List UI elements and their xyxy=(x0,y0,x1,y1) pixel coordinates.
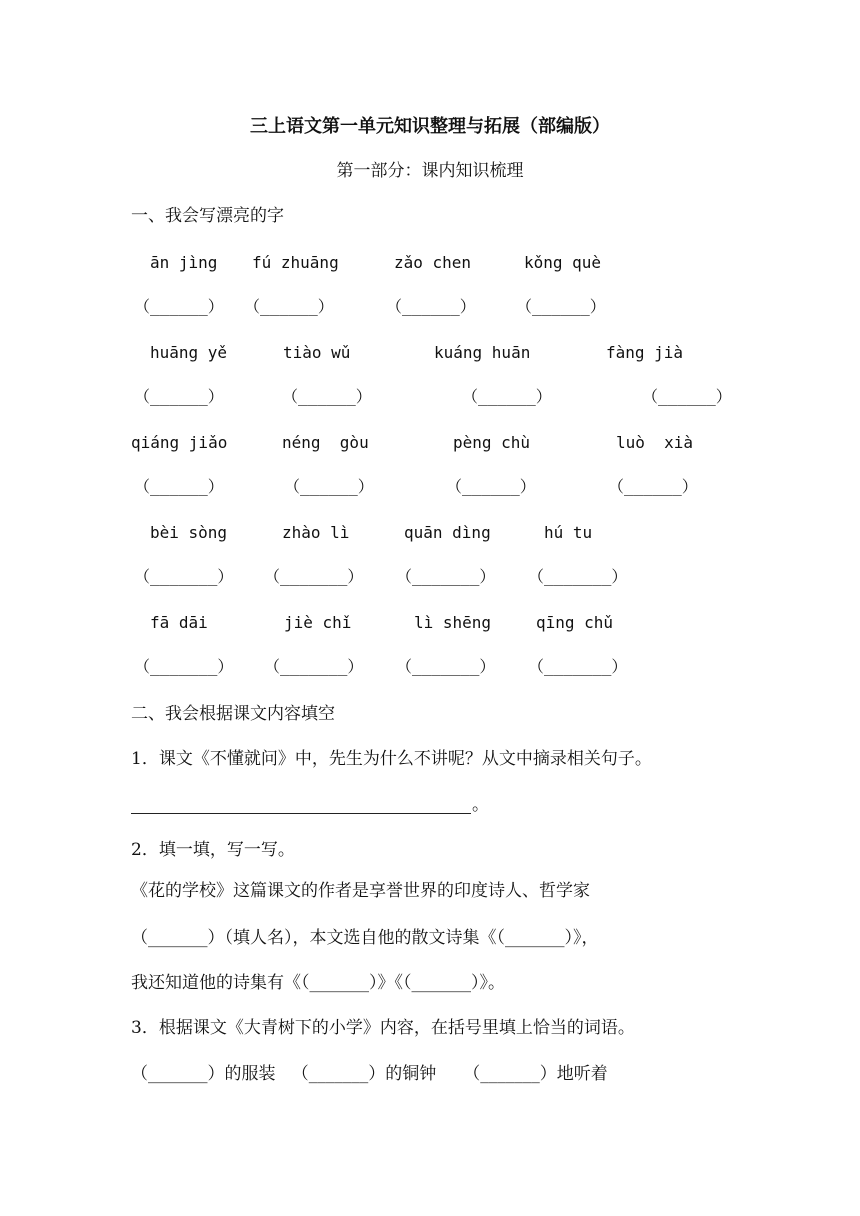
answer-blank[interactable]: （______） xyxy=(386,297,476,316)
answer-blank[interactable]: （______） xyxy=(516,297,606,316)
question-2-line2[interactable]: （_______）（填人名），本文选自他的散文诗集《（_______）》， xyxy=(131,928,599,948)
answer-blank[interactable]: （______） xyxy=(284,477,374,496)
pinyin-item: zǎo chen xyxy=(394,253,472,272)
answer-blank[interactable]: （______） xyxy=(642,387,732,406)
answer-blank[interactable]: （_______） xyxy=(264,567,364,586)
answer-blank[interactable]: （______） xyxy=(134,297,224,316)
pinyin-item: ān jìng xyxy=(150,253,218,272)
pinyin-item: luò xià xyxy=(616,433,694,452)
pinyin-item: pèng chù xyxy=(453,433,531,452)
pinyin-item: qīng chǔ xyxy=(536,613,614,632)
section1-heading: 一、我会写漂亮的字 xyxy=(131,206,284,226)
section2-heading: 二、我会根据课文内容填空 xyxy=(131,704,335,724)
pinyin-item: fàng jià xyxy=(606,343,684,362)
pinyin-item: fú zhuāng xyxy=(252,253,339,272)
pinyin-item: quān dìng xyxy=(404,523,491,542)
pinyin-item: lì shēng xyxy=(414,613,492,632)
question-2-line3[interactable]: 我还知道他的诗集有《（_______）》《（_______）》。 xyxy=(131,973,505,993)
answer-blank[interactable]: （______） xyxy=(282,387,372,406)
answer-blank[interactable]: （______） xyxy=(446,477,536,496)
pinyin-item: kǒng què xyxy=(524,253,602,272)
question-3-title: 3．根据课文《大青树下的小学》内容，在括号里填上恰当的词语。 xyxy=(131,1018,635,1038)
page-title: 三上语文第一单元知识整理与拓展（部编版） xyxy=(250,116,610,137)
pinyin-item: néng gòu xyxy=(282,433,369,452)
part-subtitle: 第一部分：课内知识梳理 xyxy=(336,161,524,181)
answer-blank[interactable]: （______） xyxy=(134,477,224,496)
answer-underline[interactable] xyxy=(131,813,471,814)
question-1: 1．课文《不懂就问》中，先生为什么不讲呢？从文中摘录相关句子。 xyxy=(131,749,652,769)
pinyin-item: zhào lì xyxy=(282,523,350,542)
pinyin-item: tiào wǔ xyxy=(283,343,351,362)
pinyin-item: fā dāi xyxy=(150,613,208,632)
question-2-line1: 《花的学校》这篇课文的作者是享誉世界的印度诗人、哲学家 xyxy=(131,881,590,901)
pinyin-item: qiáng jiǎo xyxy=(131,433,228,452)
answer-blank[interactable]: （______） xyxy=(244,297,334,316)
pinyin-item: huāng yě xyxy=(150,343,228,362)
answer-blank[interactable]: （_______） xyxy=(134,657,234,676)
question-2-title: 2．填一填，写一写。 xyxy=(131,840,295,860)
answer-blank[interactable]: （_______） xyxy=(264,657,364,676)
pinyin-item: kuáng huān xyxy=(434,343,531,362)
answer-blank[interactable]: （_______） xyxy=(134,567,234,586)
question-3-line[interactable]: （_______）的服装 （_______）的铜钟 （_______）地听着 xyxy=(131,1064,608,1084)
answer-blank[interactable]: （______） xyxy=(608,477,698,496)
answer-blank[interactable]: （_______） xyxy=(528,567,628,586)
answer-blank[interactable]: （_______） xyxy=(528,657,628,676)
pinyin-item: jiè chǐ xyxy=(284,613,352,632)
answer-blank[interactable]: （______） xyxy=(134,387,224,406)
answer-blank[interactable]: （______） xyxy=(462,387,552,406)
answer-blank[interactable]: （_______） xyxy=(396,657,496,676)
answer-period: 。 xyxy=(472,795,489,815)
pinyin-item: hú tu xyxy=(544,523,593,542)
pinyin-item: bèi sòng xyxy=(150,523,228,542)
answer-blank[interactable]: （_______） xyxy=(396,567,496,586)
